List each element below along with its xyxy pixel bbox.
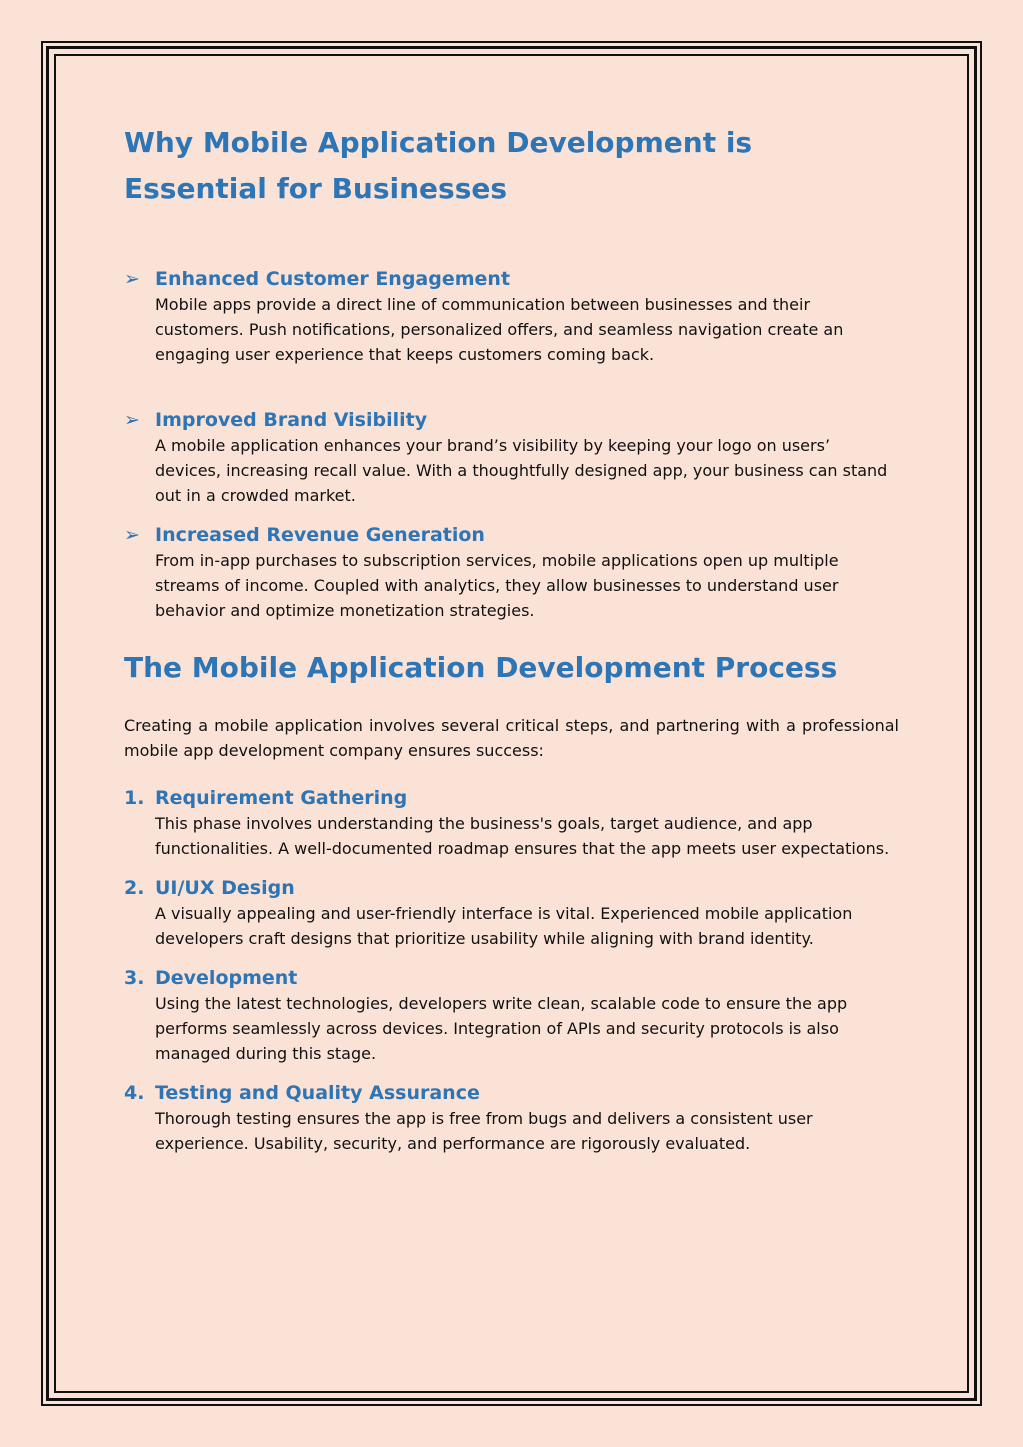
benefit-body: A mobile application enhances your brand’s visibility by keeping your logo on users’ devices, increasing recall value. With a thoughtfully designed app, your business can stand out in a crowded market. <box>155 436 888 505</box>
step-body: Thorough testing ensures the app is free from bugs and delivers a consistent user experience. Usability, security, and performance are rigorously evaluated. <box>155 1109 813 1153</box>
arrow-bullet-icon: ➢ <box>124 409 140 431</box>
step-heading: Testing and Quality Assurance <box>155 1082 480 1104</box>
section-title-why: Why Mobile Application Development is Essential for Businesses <box>124 126 753 205</box>
arrow-bullet-icon: ➢ <box>124 268 140 290</box>
section-title-process: The Mobile Application Development Process <box>124 651 838 684</box>
step-body: This phase involves understanding the business's goals, target audience, and app functionalities. A well-documented roadmap ensures that the app meets user expectations. <box>155 814 890 858</box>
benefit-item <box>124 407 899 508</box>
benefit-heading: Enhanced Customer Engagement <box>155 268 511 290</box>
benefit-item <box>124 522 899 623</box>
step-heading: Development <box>155 967 298 989</box>
process-step <box>124 1080 899 1156</box>
arrow-bullet-icon: ➢ <box>124 524 140 546</box>
process-step <box>124 785 899 861</box>
step-body: A visually appealing and user-friendly interface is vital. Experienced mobile application developers craft designs that prioritize usability while aligning with brand identity. <box>155 904 853 948</box>
benefit-body: Mobile apps provide a direct line of communication between businesses and their customers. Push notifications, personalized offers, and seamless navigation create an engaging user experience that keeps customers coming back. <box>155 295 844 364</box>
process-step <box>124 965 899 1066</box>
step-heading: Requirement Gathering <box>155 787 408 809</box>
step-number: 1. <box>124 787 145 809</box>
step-number: 3. <box>124 967 145 989</box>
benefit-item <box>124 266 899 367</box>
benefit-heading: Increased Revenue Generation <box>155 524 485 546</box>
step-body: Using the latest technologies, developers write clean, scalable code to ensure the app performs seamlessly across devices. Integration of APIs and security protocols is also managed during this stage. <box>155 994 848 1063</box>
process-step <box>124 875 899 951</box>
process-intro: Creating a mobile application involves several critical steps, and partnering with a professional mobile app development company ensures success: <box>124 716 899 760</box>
step-number: 4. <box>124 1082 145 1104</box>
benefit-body: From in-app purchases to subscription services, mobile applications open up multiple streams of income. Coupled with analytics, they allow businesses to understand user behavior and optimize monetization strategies. <box>155 551 839 620</box>
step-number: 2. <box>124 877 145 899</box>
benefit-heading: Improved Brand Visibility <box>155 409 428 431</box>
document-content <box>124 120 899 1170</box>
step-heading: UI/UX Design <box>155 877 295 899</box>
